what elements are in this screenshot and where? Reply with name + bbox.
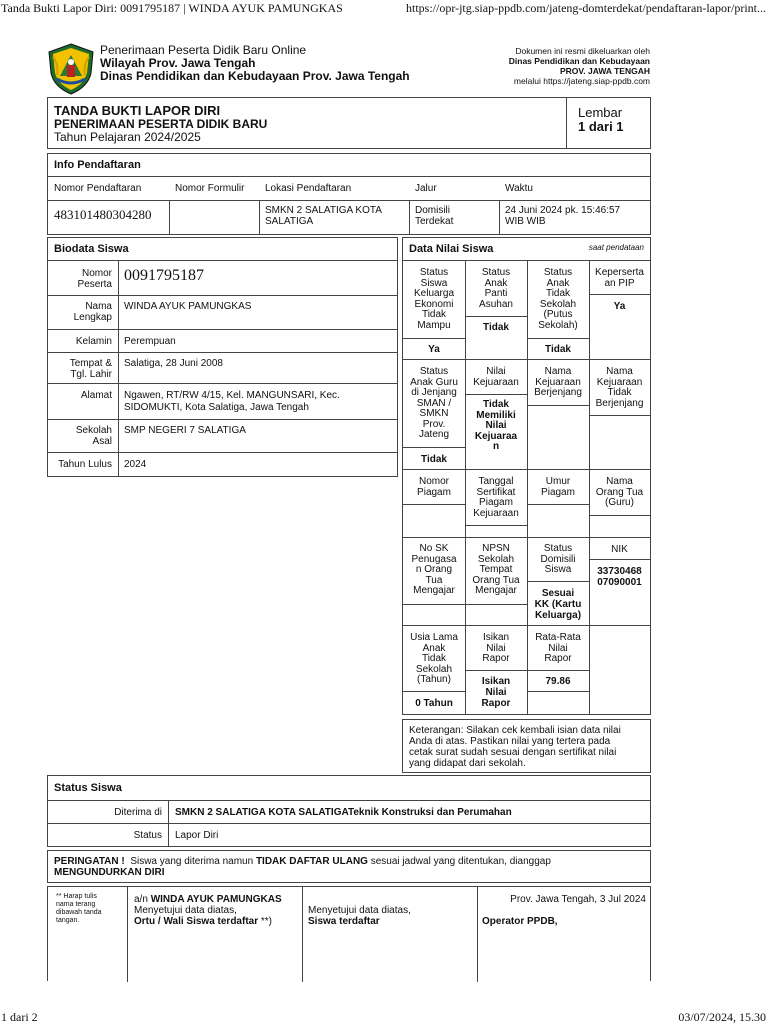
h-npsn: NPSN Sekolah Tempat Orang Tua Mengajar [472, 543, 520, 596]
v-rata-rata: 79.86 [545, 676, 571, 687]
print-header [0, 0, 768, 18]
print-page-number: 1 dari 2 [1, 1010, 38, 1024]
issuer-line4: melalui https://jateng.siap-ppdb.com [513, 76, 650, 86]
kelamin: Perempuan [124, 336, 176, 347]
jalur: Domisili Terdekat [415, 205, 454, 227]
waktu: 24 Juni 2024 pk. 15:46:57 WIB WIB [505, 205, 621, 227]
tempat-tgl-lahir: Salatiga, 28 Juni 2008 [124, 358, 223, 369]
tahun-lulus: 2024 [124, 459, 147, 470]
v-status-ekonomi: Ya [428, 344, 440, 355]
warning-box [47, 850, 651, 883]
v-pip: Ya [613, 301, 626, 312]
registration-info-title: Info Pendaftaran [54, 159, 141, 171]
warning-label: PERINGATAN ! [54, 856, 125, 867]
h-no-sk: No SK Penugasa n Orang Tua Mengajar [411, 543, 457, 596]
label-alamat: Alamat [80, 390, 112, 401]
h-nilai-kejuaraan: Nilai Kejuaraan [473, 366, 519, 388]
h-tanggal-sertifikat: Tanggal Sertifikat Piagam Kejuaraan [473, 476, 519, 519]
warning-text: PERINGATAN ! Siswa yang diterima namun TIDAK DAFTAR ULANG sesuai jadwal yang ditentukan, dianggap MENGUNDURKAN DIRI [54, 856, 551, 878]
v-nilai-kejuaraan: Tidak Memiliki Nilai Kejuaraa n [474, 399, 518, 452]
label-sekolah-asal: Sekolah Asal [75, 425, 112, 447]
h-status-domisili: Status Domisili Siswa [540, 543, 576, 575]
h-kejuaraan-tidak-berjenjang: Nama Kejuaraan Tidak Berjenjang [595, 366, 644, 409]
h-status-ekonomi: Status Siswa Keluarga Ekonomi Tidak Mampu [413, 267, 455, 331]
title-box [47, 97, 651, 149]
v-nik: 33730468 07090001 [597, 566, 642, 588]
lokasi-pendaftaran: SMKN 2 SALATIGA KOTA SALATIGA [265, 205, 382, 227]
nama-lengkap: WINDA AYUK PAMUNGKAS [124, 301, 252, 312]
h-kejuaraan-berjenjang: Nama Kejuaraan Berjenjang [534, 366, 582, 398]
h-usia-lama: Usia Lama Anak Tidak Sekolah (Tahun) [410, 632, 458, 685]
label-tahun-lulus: Tahun Lulus [58, 459, 112, 470]
h-isikan-nilai: Isikan Nilai Rapor [482, 632, 510, 664]
header-line2: Wilayah Prov. Jawa Tengah [100, 56, 256, 70]
v-status-putus: Tidak [545, 344, 571, 355]
institution-header [100, 44, 410, 83]
print-url: https://opr-jtg.siap-ppdb.com/jateng-domterdekat/pendaftaran-lapor/print... [406, 1, 766, 15]
h-nomor-piagam: Nomor Piagam [417, 476, 451, 498]
v-anak-guru: Tidak [421, 454, 447, 465]
operator-signature: Operator PPDB, [482, 916, 558, 927]
label-nama: Nama Lengkap [73, 301, 112, 323]
nomor-pendaftaran: 483101480304280 [54, 207, 152, 222]
label-kelamin: Kelamin [75, 336, 112, 347]
header-line1: Penerimaan Peserta Didik Baru Online [100, 43, 307, 57]
signature-section [47, 886, 651, 981]
biodata-title: Biodata Siswa [54, 243, 129, 255]
academic-year: Tahun Pelajaran 2024/2025 [54, 130, 201, 144]
status-title: Status Siswa [54, 782, 122, 794]
label-diterima: Diterima di [114, 807, 162, 818]
issuer-line2: Dinas Pendidikan dan Kebudayaan [508, 56, 650, 66]
place-date: Prov. Jawa Tengah, 3 Jul 2024 [510, 894, 646, 905]
nilai-title: Data Nilai Siswa [409, 243, 494, 255]
col-lokasi: Lokasi Pendaftaran [265, 183, 352, 194]
issuer-note [509, 46, 650, 86]
print-page-title: Tanda Bukti Lapor Diri: 0091795187 | WINDA AYUK PAMUNGKAS [1, 1, 343, 15]
nomor-peserta: 0091795187 [124, 267, 204, 284]
print-footer [0, 1008, 768, 1024]
h-status-panti: Status Anak Panti Asuhan [479, 267, 513, 310]
registration-info [47, 153, 651, 235]
v-isikan-nilai: Isikan Nilai Rapor [481, 676, 511, 709]
col-nomor-formulir: Nomor Formulir [175, 183, 245, 194]
label-ttl: Tempat & Tgl. Lahir [69, 358, 112, 380]
parent-signature: a/n WINDA AYUK PAMUNGKAS Menyetujui data diatas, Ortu / Wali Siswa terdaftar **) [134, 894, 282, 927]
header-line3: Dinas Pendidikan dan Kebudayaan Prov. Jawa Tengah [100, 69, 410, 83]
diterima-di: SMKN 2 SALATIGA KOTA SALATIGATeknik Konstruksi dan Perumahan [175, 807, 512, 818]
h-status-putus: Status Anak Tidak Sekolah (Putus Sekolah) [538, 267, 578, 331]
sekolah-asal: SMP NEGERI 7 SALATIGA [124, 425, 246, 436]
doc-subtitle: PENERIMAAN PESERTA DIDIK BARU [54, 117, 268, 131]
student-signature: Menyetujui data diatas, Siswa terdaftar [308, 905, 411, 927]
label-nomor-peserta: Nomor Peserta [77, 268, 112, 290]
nilai-subtitle: saat pendataan [588, 243, 644, 252]
h-nama-orang-tua: Nama Orang Tua (Guru) [595, 476, 644, 508]
sheet-value: 1 dari 1 [578, 119, 624, 134]
h-rata-rata: Rata-Rata Nilai Rapor [535, 632, 581, 664]
status-siswa [47, 775, 651, 847]
v-status-domisili: Sesuai KK (Kartu Keluarga) [534, 588, 582, 621]
h-pip: Keperserta an PIP [595, 267, 644, 289]
print-datetime: 03/07/2024, 15.30 [678, 1010, 766, 1024]
h-nik: NIK [611, 544, 628, 555]
status-value: Lapor Diri [175, 830, 219, 841]
col-waktu: Waktu [505, 183, 533, 194]
v-status-panti: Tidak [483, 322, 509, 333]
signature-note: ** Harap tulis nama terang dibawah tanda tangan. [56, 893, 102, 924]
label-status: Status [133, 830, 162, 841]
col-nomor-pendaftaran: Nomor Pendaftaran [54, 183, 142, 194]
keterangan-text: Keterangan: Silakan cek kembali isian data nilai Anda di atas. Pastikan nilai yang tertera pada cetak surat sudah sesuai dengan sertifikat nilai yang didapat dari sekolah. [409, 725, 621, 769]
sheet-label: Lembar [578, 105, 623, 120]
h-anak-guru: Status Anak Guru di Jenjang SMAN / SMKN Prov. Jateng [410, 366, 458, 440]
alamat: Ngawen, RT/RW 4/15, Kel. MANGUNSARI, Kec. SIDOMUKTI, Kota Salatiga, Jawa Tengah [124, 390, 340, 413]
h-umur-piagam: Umur Piagam [541, 476, 575, 498]
doc-title: TANDA BUKTI LAPOR DIRI [54, 103, 221, 118]
v-usia-lama: 0 Tahun [415, 698, 453, 709]
col-jalur: Jalur [415, 183, 437, 194]
keterangan [402, 719, 651, 773]
issuer-line3: PROV. JAWA TENGAH [559, 66, 650, 76]
biodata-siswa [47, 237, 398, 477]
issuer-line1: Dokumen ini resmi dikeluarkan oleh [515, 46, 650, 56]
data-nilai-siswa [402, 237, 651, 715]
jawa-tengah-emblem [48, 43, 94, 95]
